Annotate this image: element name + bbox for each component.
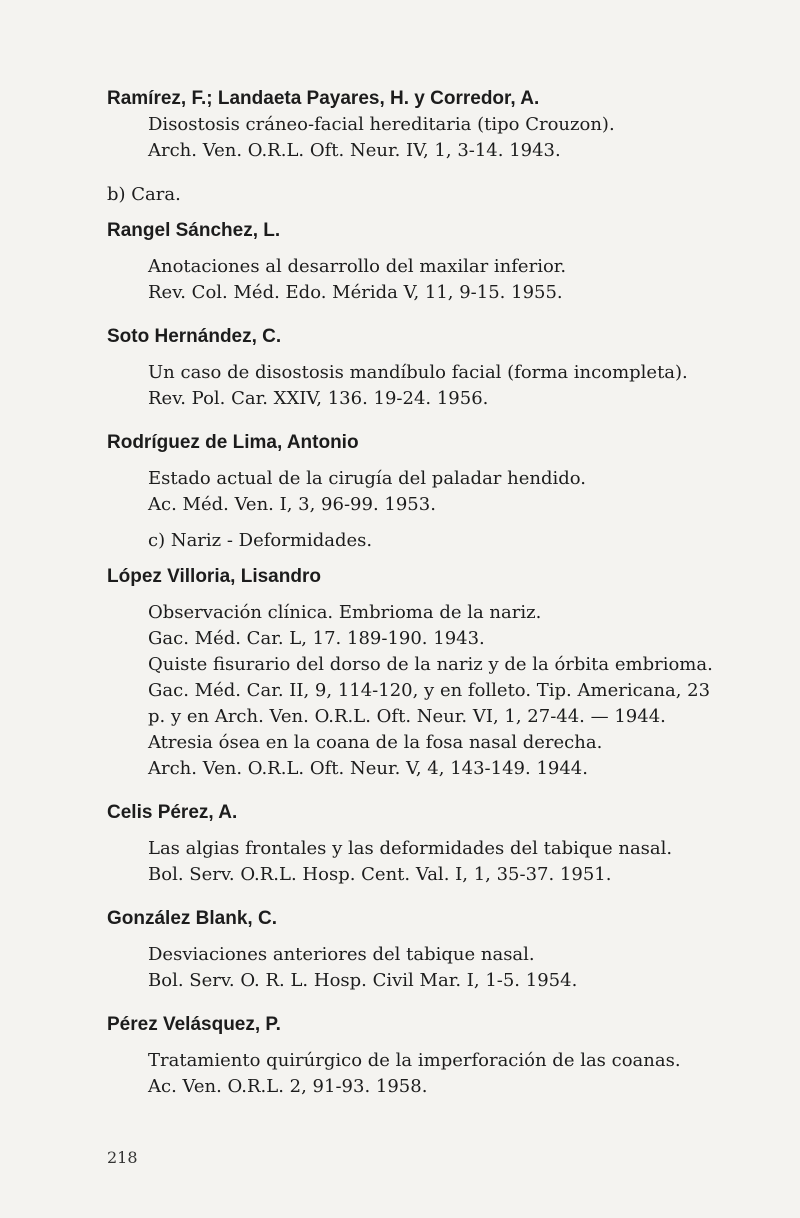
entry-citation: Arch. Ven. O.R.L. Oft. Neur. V, 4, 143-149. 1944. — [148, 758, 588, 779]
entry-title: Anotaciones al desarrollo del maxilar inferior. — [148, 256, 567, 277]
entry-author: González Blank, C. — [107, 908, 277, 929]
entry-author: Pérez Velásquez, P. — [107, 1014, 281, 1035]
entry-citation: Arch. Ven. O.R.L. Oft. Neur. IV, 1, 3-14. 1943. — [148, 140, 561, 161]
entry-author: Soto Hernández, C. — [107, 326, 282, 347]
entry-citation: Rev. Pol. Car. XXIV, 136. 19-24. 1956. — [148, 388, 489, 409]
entry-title: Tratamiento quirúrgico de la imperforación de las coanas. — [148, 1050, 681, 1071]
entry-title: Quiste fisurario del dorso de la nariz y de la órbita embrioma. — [148, 654, 713, 675]
subheading-cara: b) Cara. — [107, 184, 181, 205]
entry-citation: Ac. Ven. O.R.L. 2, 91-93. 1958. — [148, 1076, 428, 1097]
entry-citation: Bol. Serv. O.R.L. Hosp. Cent. Val. I, 1, 35-37. 1951. — [148, 864, 612, 885]
entry-citation: Bol. Serv. O. R. L. Hosp. Civil Mar. I, 1-5. 1954. — [148, 970, 578, 991]
entry-citation: Ac. Méd. Ven. I, 3, 96-99. 1953. — [148, 494, 436, 515]
bibliography — [107, 86, 767, 1100]
entry-title: Las algias frontales y las deformidades del tabique nasal. — [148, 838, 673, 859]
entry-title: Estado actual de la cirugía del paladar hendido. — [148, 468, 587, 489]
page-number: 218 — [107, 1148, 138, 1167]
entry-citation: p. y en Arch. Ven. O.R.L. Oft. Neur. VI, 1, 27-44. — 1944. — [148, 706, 666, 727]
entry-author: Rangel Sánchez, L. — [107, 220, 281, 241]
entry-author: Ramírez, F.; Landaeta Payares, H. y Corredor, A. — [107, 88, 540, 109]
entry-citation: Rev. Col. Méd. Edo. Mérida V, 11, 9-15. 1955. — [148, 282, 563, 303]
subheading-nariz: c) Nariz - Deformidades. — [148, 530, 373, 551]
entry-title: Atresia ósea en la coana de la fosa nasal derecha. — [148, 732, 603, 753]
entry-title: Desviaciones anteriores del tabique nasal. — [148, 944, 535, 965]
entry-title: Un caso de disostosis mandíbulo facial (forma incompleta). — [148, 362, 688, 383]
entry-author: López Villoria, Lisandro — [107, 566, 321, 587]
entry-title: Disostosis cráneo-facial hereditaria (tipo Crouzon). — [148, 114, 615, 135]
entry-author: Celis Pérez, A. — [107, 802, 238, 823]
entry-author: Rodríguez de Lima, Antonio — [107, 432, 359, 453]
entry-citation: Gac. Méd. Car. L, 17. 189-190. 1943. — [148, 628, 485, 649]
entry-title: Observación clínica. Embrioma de la nariz. — [148, 602, 542, 623]
entry-citation: Gac. Méd. Car. II, 9, 114-120, y en folleto. Tip. Americana, 23 — [148, 680, 711, 701]
